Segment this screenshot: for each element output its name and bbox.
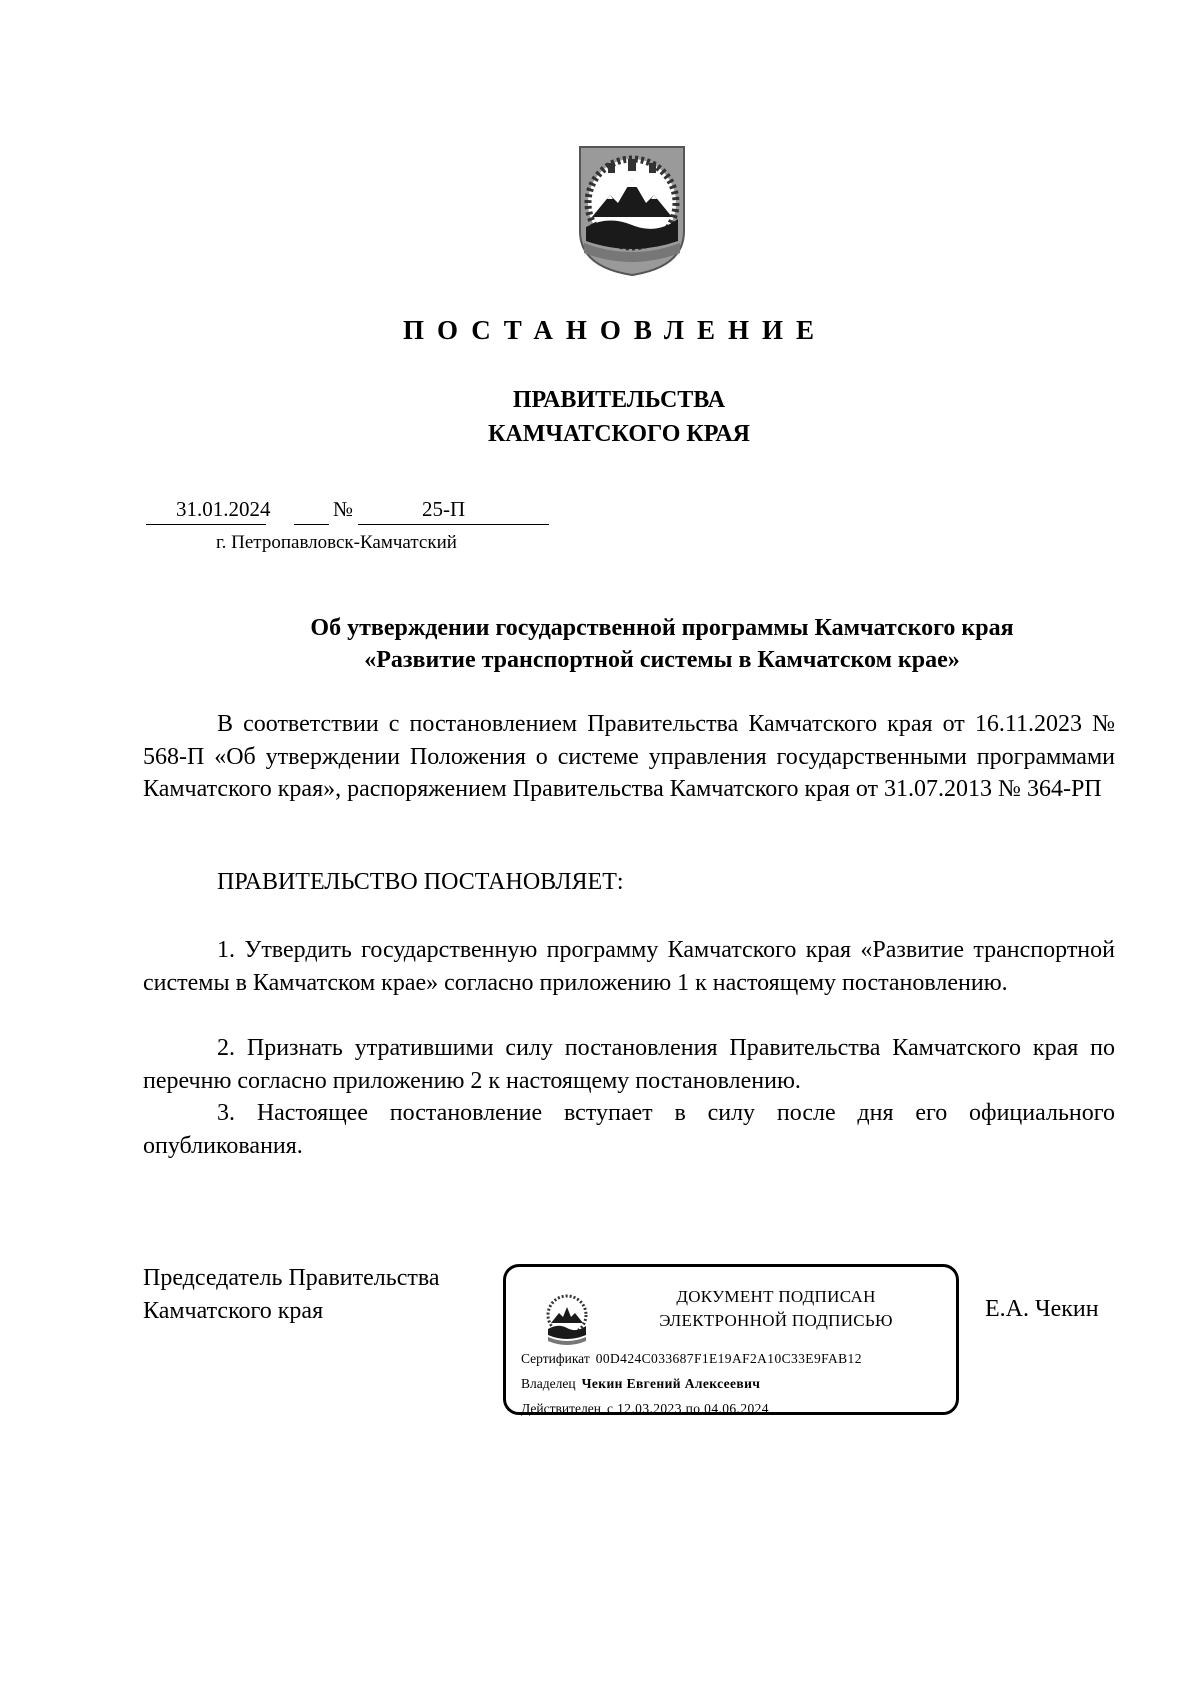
issuing-authority-line1: ПРАВИТЕЛЬСТВА [512,387,726,413]
document-number: 25-П [422,497,466,521]
owner-value: Чекин Евгений Алексеевич [581,1376,761,1391]
document-date: 31.01.2024 [176,497,271,521]
stamp-title-line1: ДОКУМЕНТ ПОДПИСАН [676,1287,876,1306]
stamp-certificate-row [521,1351,862,1367]
coat-of-arms-icon [578,145,686,277]
date-underline-tail [294,524,329,525]
subject-line2: «Развитие транспортной системы в Камчатском крае» [364,647,960,673]
resolves-heading: ПРАВИТЕЛЬСТВО ПОСТАНОВЛЯЕТ: [217,869,624,895]
issuing-authority [0,383,1200,451]
date-underline [146,524,266,525]
document-type-title: ПОСТАНОВЛЕНИЕ [402,315,828,345]
signatory-name: Е.А. Чекин [985,1296,1099,1322]
signatory-position-line1: Председатель Правительства [143,1265,440,1291]
item-1: 1. Утвердить государственную программу Камчатского края «Развитие транспортной системы в Камчатском крае» согласно приложению 1 к настоящему постановлению. [143,937,1115,996]
date-number-line [146,497,549,527]
owner-label: Владелец [521,1376,576,1391]
preamble-paragraph: В соответствии с постановлением Правительства Камчатского края от 16.11.2023 № 568-П «Об утверждении Положения о системе управления государственными программами Камчатского края», распоряжением Правительства Камчатского края от 31.07.2013 № 364-РП [143,711,1115,802]
validity-value: с 12.03.2023 по 04.06.2024 [606,1401,769,1416]
certificate-value: 00D424C033687F1E19AF2A10C33E9FAB12 [595,1351,862,1366]
signatory-position [143,1262,440,1328]
subject-line1: Об утверждении государственной программы Камчатского края [310,615,1014,641]
number-underline [358,524,549,525]
validity-label: Действителен [521,1401,601,1416]
stamp-owner-row [521,1376,760,1392]
certificate-label: Сертификат [521,1351,590,1366]
item-3: 3. Настоящее постановление вступает в силу после дня его официального опубликования. [143,1100,1115,1159]
stamp-title [606,1285,946,1333]
number-sign: № [333,497,354,521]
document-subject [140,612,1114,676]
signatory-position-line2: Камчатского края [143,1298,324,1324]
stamp-title-line2: ЭЛЕКТРОННОЙ ПОДПИСЬЮ [659,1311,893,1330]
item-2: 2. Признать утратившими силу постановления Правительства Камчатского края по перечню согласно приложению 2 к настоящему постановлению. [143,1035,1115,1094]
stamp-emblem-icon [544,1293,590,1349]
stamp-validity-row [521,1401,769,1417]
city: г. Петропавловск-Камчатский [216,532,457,553]
electronic-signature-stamp [503,1264,959,1415]
issuing-authority-line2: КАМЧАТСКОГО КРАЯ [487,421,751,447]
